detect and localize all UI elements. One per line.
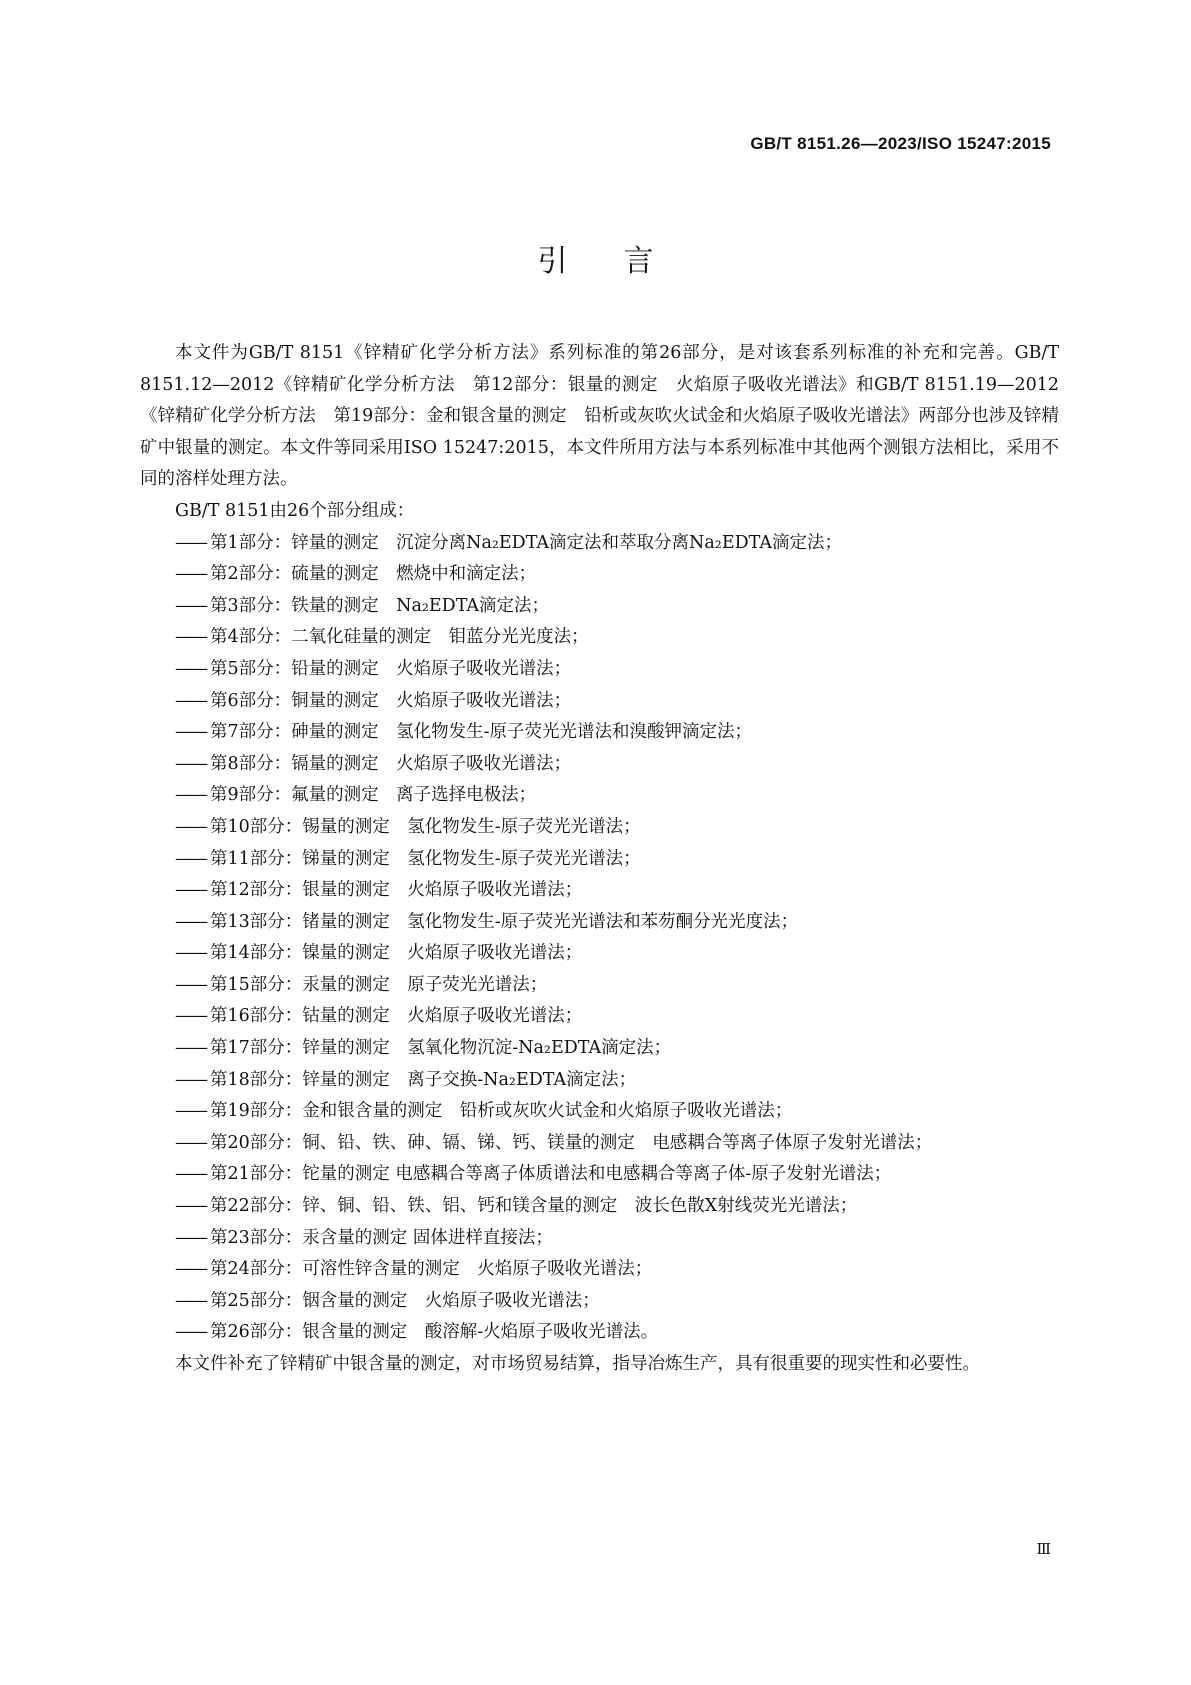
part-text: 第24部分：可溶性锌含量的测定 火焰原子吸收光谱法； bbox=[210, 1259, 653, 1280]
part-text: 第16部分：钴量的测定 火焰原子吸收光谱法； bbox=[210, 1006, 583, 1027]
closing-paragraph: 本文件补充了锌精矿中银含量的测定，对市场贸易结算，指导冶炼生产，具有很重要的现实性和必要性。 bbox=[175, 1354, 980, 1374]
list-item bbox=[140, 528, 1059, 560]
em-dash: —— bbox=[175, 1196, 206, 1217]
em-dash: —— bbox=[175, 1069, 206, 1090]
em-dash: —— bbox=[175, 1322, 206, 1343]
part-text: 第9部分：氟量的测定 离子选择电极法； bbox=[210, 785, 537, 806]
page-number: Ⅲ bbox=[1036, 1540, 1051, 1558]
em-dash: —— bbox=[175, 848, 206, 869]
em-dash: —— bbox=[175, 1227, 206, 1248]
part-text: 第12部分：银量的测定 火焰原子吸收光谱法； bbox=[210, 880, 583, 901]
list-item bbox=[140, 844, 1059, 876]
part-text: 第13部分：锗量的测定 氢化物发生-原子荧光光谱法和苯芴酮分光光度法； bbox=[210, 911, 799, 932]
list-item bbox=[140, 1065, 1059, 1097]
em-dash: —— bbox=[175, 658, 206, 679]
part-text: 第5部分：铅量的测定 火焰原子吸收光谱法； bbox=[210, 658, 572, 679]
parts-intro: GB/T 8151由26个部分组成： bbox=[175, 500, 415, 521]
page-title: 引言 bbox=[537, 244, 710, 279]
document-body bbox=[140, 338, 1059, 1381]
list-item bbox=[140, 559, 1059, 591]
list-item bbox=[140, 875, 1059, 907]
part-text: 第20部分：铜、铅、铁、砷、镉、锑、钙、镁量的测定 电感耦合等离子体原子发射光谱法； bbox=[210, 1132, 933, 1153]
em-dash: —— bbox=[175, 943, 206, 964]
em-dash: —— bbox=[175, 690, 206, 711]
part-text: 第8部分：镉量的测定 火焰原子吸收光谱法； bbox=[210, 753, 572, 774]
em-dash: —— bbox=[175, 816, 206, 837]
part-text: 第3部分：铁量的测定 Na₂EDTA滴定法； bbox=[210, 595, 550, 616]
em-dash: —— bbox=[175, 1164, 206, 1185]
em-dash: —— bbox=[175, 753, 206, 774]
parts-list bbox=[140, 528, 1059, 1349]
list-item bbox=[140, 812, 1059, 844]
part-text: 第6部分：铜量的测定 火焰原子吸收光谱法； bbox=[210, 690, 572, 711]
part-text: 第7部分：砷量的测定 氢化物发生-原子荧光光谱法和溴酸钾滴定法； bbox=[210, 722, 753, 743]
part-text: 第18部分：锌量的测定 离子交换-Na₂EDTA滴定法； bbox=[210, 1069, 637, 1090]
list-item bbox=[140, 1001, 1059, 1033]
list-item bbox=[140, 591, 1059, 623]
list-item bbox=[140, 938, 1059, 970]
list-item bbox=[140, 780, 1059, 812]
part-text: 第11部分：锑量的测定 氢化物发生-原子荧光光谱法； bbox=[210, 848, 641, 869]
em-dash: —— bbox=[175, 564, 206, 585]
em-dash: —— bbox=[175, 595, 206, 616]
part-text: 第1部分：锌量的测定 沉淀分离Na₂EDTA滴定法和萃取分离Na₂EDTA滴定法； bbox=[210, 532, 842, 553]
em-dash: —— bbox=[175, 785, 206, 806]
part-text: 第15部分：汞量的测定 原子荧光光谱法； bbox=[210, 974, 548, 995]
list-item bbox=[140, 1128, 1059, 1160]
list-item bbox=[140, 717, 1059, 749]
em-dash: —— bbox=[175, 532, 206, 553]
em-dash: —— bbox=[175, 880, 206, 901]
part-text: 第2部分：硫量的测定 燃烧中和滴定法； bbox=[210, 564, 537, 585]
list-item bbox=[140, 1286, 1059, 1318]
em-dash: —— bbox=[175, 974, 206, 995]
part-text: 第17部分：锌量的测定 氢氧化物沉淀-Na₂EDTA滴定法； bbox=[210, 1038, 672, 1059]
part-text: 第26部分：银含量的测定 酸溶解-火焰原子吸收光谱法。 bbox=[210, 1322, 659, 1343]
em-dash: —— bbox=[175, 1038, 206, 1059]
em-dash: —— bbox=[175, 911, 206, 932]
part-text: 第19部分：金和银含量的测定 铅析或灰吹火试金和火焰原子吸收光谱法； bbox=[210, 1101, 793, 1122]
list-item bbox=[140, 622, 1059, 654]
list-item bbox=[140, 970, 1059, 1002]
list-item bbox=[140, 907, 1059, 939]
part-text: 第10部分：锡量的测定 氢化物发生-原子荧光光谱法； bbox=[210, 816, 641, 837]
list-item bbox=[140, 1317, 1059, 1349]
part-text: 第4部分：二氧化硅量的测定 钼蓝分光光度法； bbox=[210, 627, 589, 648]
list-item bbox=[140, 686, 1059, 718]
em-dash: —— bbox=[175, 1006, 206, 1027]
em-dash: —— bbox=[175, 1101, 206, 1122]
list-item bbox=[140, 749, 1059, 781]
standard-code-header: GB/T 8151.26—2023/ISO 15247:2015 bbox=[750, 134, 1051, 153]
em-dash: —— bbox=[175, 722, 206, 743]
part-text: 第23部分：汞含量的测定 固体进样直接法； bbox=[210, 1227, 553, 1248]
part-text: 第25部分：铟含量的测定 火焰原子吸收光谱法； bbox=[210, 1290, 600, 1311]
list-item bbox=[140, 1096, 1059, 1128]
em-dash: —— bbox=[175, 1259, 206, 1280]
em-dash: —— bbox=[175, 627, 206, 648]
part-text: 第22部分：锌、铜、铅、铁、铝、钙和镁含量的测定 波长色散X射线荧光光谱法； bbox=[210, 1196, 858, 1217]
list-item bbox=[140, 1033, 1059, 1065]
list-item bbox=[140, 654, 1059, 686]
em-dash: —— bbox=[175, 1132, 206, 1153]
part-text: 第21部分：铊量的测定 电感耦合等离子体质谱法和电感耦合等离子体-原子发射光谱法； bbox=[210, 1164, 892, 1185]
em-dash: —— bbox=[175, 1290, 206, 1311]
intro-paragraph: 本文件为GB/T 8151《锌精矿化学分析方法》系列标准的第26部分，是对该套系列标准的补充和完善。GB/T 8151.12—2012《锌精矿化学分析方法 第12部分：银量的测定 火焰原子吸收光谱法》和GB/T 8151.19—2012《锌精矿化学分析方法 第19部分：金和银含量的测定 铅析或灰吹火试金和火焰原子吸收光谱法》两部分也涉及锌精矿中银量的测定。本文件等同采用ISO 15247:2015，本文件所用方法与本系列标准中其他两个测银方法相比，采用不同的溶样处理方法。 bbox=[140, 343, 1059, 490]
list-item bbox=[140, 1191, 1059, 1223]
list-item bbox=[140, 1223, 1059, 1255]
part-text: 第14部分：镍量的测定 火焰原子吸收光谱法； bbox=[210, 943, 583, 964]
list-item bbox=[140, 1159, 1059, 1191]
list-item bbox=[140, 1254, 1059, 1286]
